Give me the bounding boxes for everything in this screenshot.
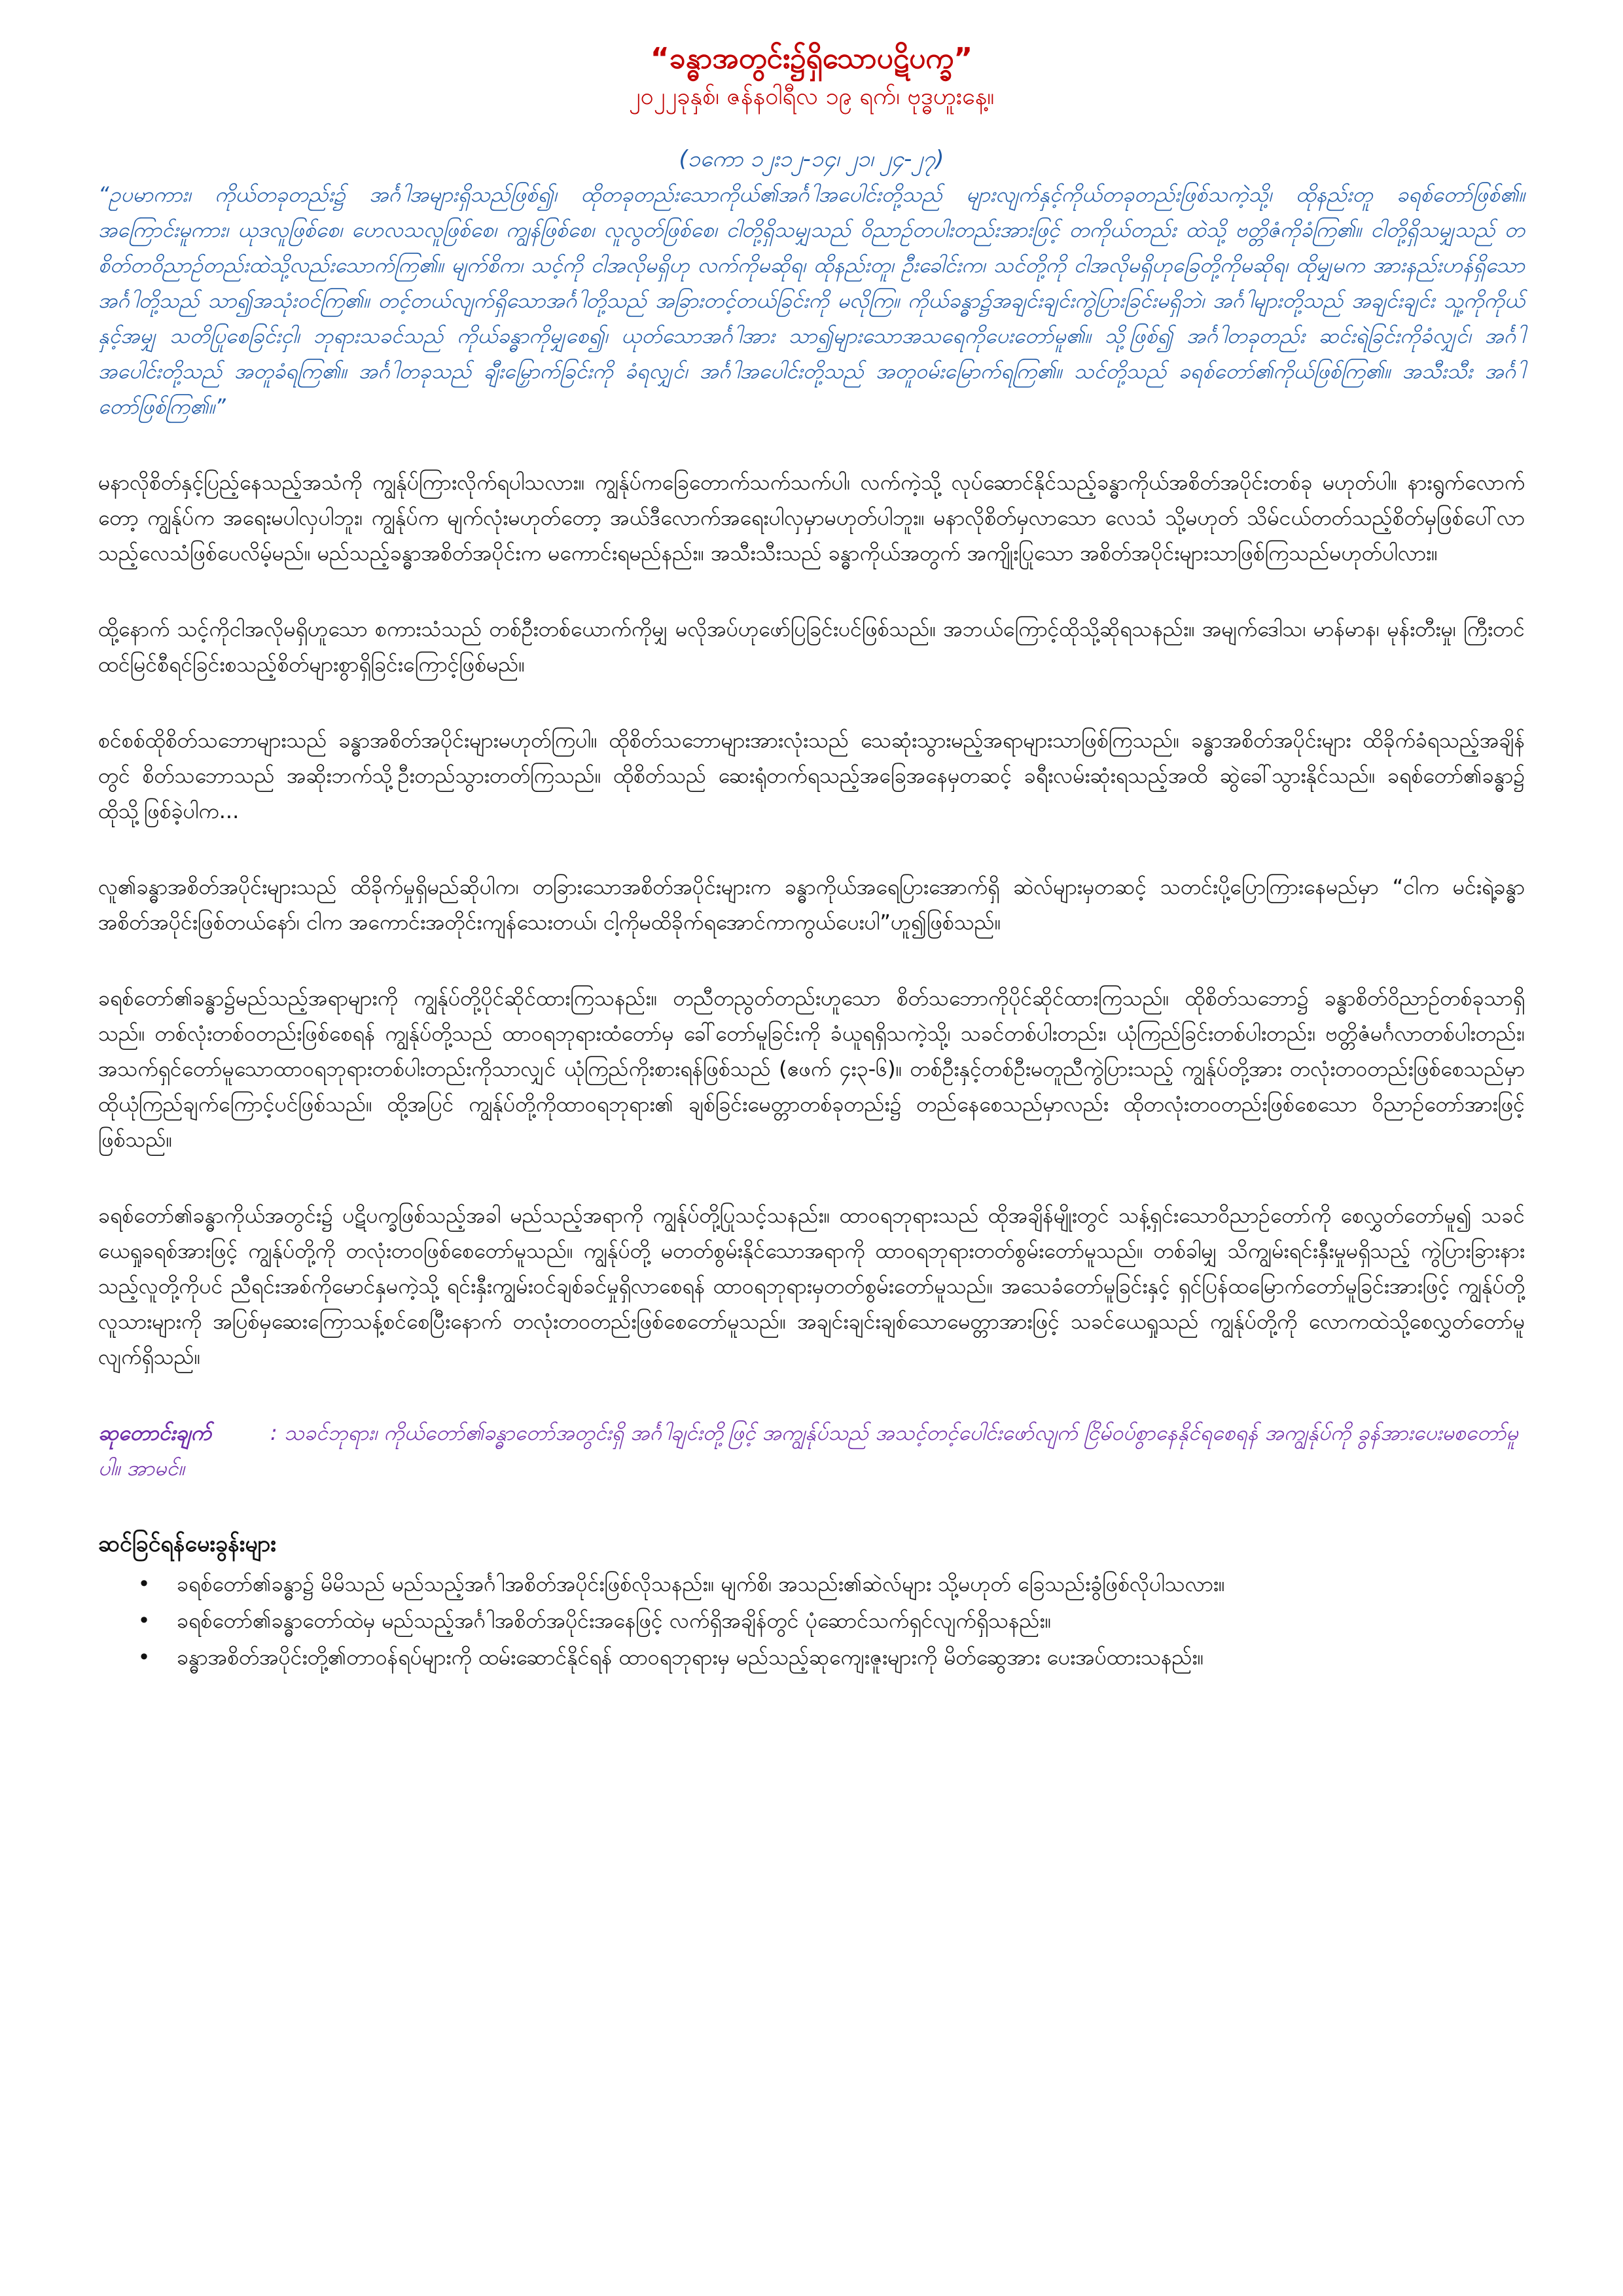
questions-heading: ဆင်ခြင်ရန်မေးခွန်းများ xyxy=(98,1531,276,1557)
bullet-icon: • xyxy=(137,1645,151,1670)
prayer-label: ဆုတောင်းချက် xyxy=(98,1420,211,1445)
scripture-reference: (၁ကော ၁၂း၁၂-၁၄၊ ၂၁၊ ၂၄-၂၇) xyxy=(679,146,944,172)
scripture-passage: “ဥပမာကား၊ ကိုယ်တခုတည်း၌ အင်္ဂါအများရှိသည်ဖြစ်၍၊ ထိုတခုတည်းသောကိုယ်၏အင်္ဂါအပေါင်းတို့သည် များလျက်နှင့်ကိုယ်တခုတည်းဖြစ်သကဲ့သို့၊ ထိုနည်းတူ ခရစ်တော်ဖြစ်၏။ အကြောင်းမူကား၊ ယုဒလူဖြစ်စေ၊ ဟေလသလူဖြစ်စေ၊ ကျွန်ဖြစ်စေ၊ လူလွတ်ဖြစ်စေ၊ ငါတို့ရှိသမျှသည် ဝိညာဉ်တပါးတည်းအားဖြင့် တကိုယ်တည်း ထဲသို့ ဗတ္တိဇံကိုခံကြ၏။ ငါတို့ရှိသမျှသည် တစိတ်တဝိညာဉ်တည်းထဲသို့လည်းသောက်ကြ၏။ မျက်စိက၊ သင့်ကို ငါအလိုမရှိဟု လက်ကိုမဆိုရ၊ ထိုနည်းတူ၊ ဦးခေါင်းက၊ သင်တို့ကို ငါအလိုမရှိဟုခြေတို့ကိုမဆိုရ၊ ထိုမျှမက အားနည်းဟန်ရှိသောအင်္ဂါတို့သည် သာ၍အသုံးဝင်ကြ၏။ တင့်တယ်လျက်ရှိသောအင်္ဂါတို့သည် အခြားတင့်တယ်ခြင်းကို မလိုကြ။ ကိုယ်ခန္ဓာ၌အချင်းချင်းကွဲပြားခြင်းမရှိဘဲ၊ အင်္ဂါများတို့သည် အချင်းချင်း သူ့ကိုကိုယ်နှင့်အမျှ သတိပြုစေခြင်းငှါ၊ ဘုရားသခင်သည် ကိုယ်ခန္ဓာကိုမျှစေ၍၊ ယုတ်သောအင်္ဂါအား သာ၍များသောအသရေကိုပေးတော်မူ၏။ သို့ဖြစ်၍ အင်္ဂါတခုတည်း ဆင်းရဲခြင်းကိုခံလျှင်၊ အင်္ဂါအပေါင်းတို့သည် အတူခံရကြ၏။ အင်္ဂါတခုသည် ချီးမြှောက်ခြင်းကို ခံရလျှင်၊ အင်္ဂါအပေါင်းတို့သည် အတူဝမ်းမြောက်ရကြ၏။ သင်တို့သည် ခရစ်တော်၏ကိုယ်ဖြစ်ကြ၏။ အသီးသီး အင်္ဂါတော်ဖြစ်ကြ၏။” xyxy=(98,182,1525,419)
questions-list xyxy=(98,1566,1525,1676)
body-paragraph-3: စင်စစ်ထိုစိတ်သဘောများသည် ခန္ဓာအစိတ်အပိုင်းများမဟုတ်ကြပါ။ ထိုစိတ်သဘောများအားလုံးသည် သေဆုံးသွားမည့်အရာများသာဖြစ်ကြသည်။ ခန္ဓာအစိတ်အပိုင်းများ ထိခိုက်ခံရသည့်အချိန်တွင် စိတ်သဘောသည် အဆိုးဘက်သို့ဦးတည်သွားတတ်ကြသည်။ ထိုစိတ်သည် ဆေးရုံတက်ရသည့်အခြေအနေမှတဆင့် ခရီးလမ်းဆုံးရသည့်အထိ ဆွဲခေါ်သွားနိုင်သည်။ ခရစ်တော်၏ခန္ဓာ၌ ထိုသို့ဖြစ်ခဲ့ပါက... xyxy=(98,728,1525,823)
question-item-2 xyxy=(131,1602,1525,1639)
body-paragraph-2: ထို့နောက် သင့်ကိုငါအလိုမရှိဟူသော စကားသံသည် တစ်ဦးတစ်ယောက်ကိုမျှ မလိုအပ်ဟုဖော်ပြခြင်းပင်ဖြစ်သည်။ အဘယ်ကြောင့်ထိုသို့ဆိုရသနည်း။ အမျက်ဒေါသ၊ မာန်မာန၊ မုန်းတီးမှု၊ ကြီးတင်ထင်မြင်စီရင်ခြင်းစသည့်စိတ်များစွာရှိခြင်းကြောင့်ဖြစ်မည်။ xyxy=(98,617,1525,677)
prayer-section xyxy=(98,1415,1525,1486)
question-text-1: ခရစ်တော်၏ခန္ဓာ၌ မိမိသည် မည်သည့်အင်္ဂါအစိတ်အပိုင်းဖြစ်လိုသနည်း။ မျက်စိ၊ အသည်း၏ဆဲလ်များ သို့မဟုတ် ခြေသည်းခွံဖြစ်လိုပါသလား။ xyxy=(177,1571,1225,1596)
question-item-1 xyxy=(131,1566,1525,1602)
question-text-2: ခရစ်တော်၏ခန္ဓာတော်ထဲမှ မည်သည့်အင်္ဂါအစိတ်အပိုင်းအနေဖြင့် လက်ရှိအချိန်တွင် ပုံဆောင်သက်ရှင်လျက်ရှိသနည်း။ xyxy=(177,1608,1052,1633)
bullet-icon: • xyxy=(137,1571,151,1596)
bullet-icon: • xyxy=(137,1608,151,1633)
question-item-3 xyxy=(131,1639,1525,1676)
body-paragraph-6: ခရစ်တော်၏ခန္ဓာကိုယ်အတွင်း၌ ပဋိပက္ခဖြစ်သည့်အခါ မည်သည့်အရာကို ကျွန်ုပ်တို့ပြုသင့်သနည်း။ ထာဝရဘုရားသည် ထိုအချိန်မျိုးတွင် သန့်ရှင်းသောဝိညာဉ်တော်ကို စေလွှတ်တော်မူ၍ သခင်ယေရှုခရစ်အားဖြင့် ကျွန်ုပ်တို့ကို တလုံးတဝဖြစ်စေတော်မူသည်။ ကျွန်ုပ်တို့ မတတ်စွမ်းနိုင်သောအရာကို ထာဝရဘုရားတတ်စွမ်းတော်မူသည်။ တစ်ခါမျှ သိကျွမ်းရင်းနှီးမှုမရှိသည့် ကွဲပြားခြားနားသည့်လူတို့ကိုပင် ညီရင်းအစ်ကိုမောင်နှမကဲ့သို့ ရင်းနှီးကျွမ်းဝင်ချစ်ခင်မှုရှိလာစေရန် ထာဝရဘုရားမှတတ်စွမ်းတော်မူသည်။ အသေခံတော်မူခြင်းနှင့် ရှင်ပြန်ထမြောက်တော်မူခြင်းအားဖြင့် ကျွန်ုပ်တို့လူသားများကို အပြစ်မှဆေးကြောသန့်စင်စေပြီးနောက် တလုံးတဝတည်းဖြစ်စေတော်မူသည်။ အချင်းချင်းချစ်သောမေတ္တာအားဖြင့် သခင်ယေရှုသည် ကျွန်ုပ်တို့ကို လောကထဲသို့စေလွှတ်တော်မူလျက်ရှိသည်။ xyxy=(98,1203,1525,1369)
body-paragraph-5: ခရစ်တော်၏ခန္ဓာ၌မည်သည့်အရာများကို ကျွန်ုပ်တို့ပိုင်ဆိုင်ထားကြသနည်း။ တညီတညွတ်တည်းဟူသော စိတ်သဘောကိုပိုင်ဆိုင်ထားကြသည်။ ထိုစိတ်သဘော၌ ခန္ဓာစိတ်ဝိညာဉ်တစ်ခုသာရှိသည်။ တစ်လုံးတစ်ဝတည်းဖြစ်စေရန် ကျွန်ုပ်တို့သည် ထာဝရဘုရားထံတော်မှ ခေါ်တော်မူခြင်းကို ခံယူရရှိသကဲ့သို့၊ သခင်တစ်ပါးတည်း၊ ယုံကြည်ခြင်းတစ်ပါးတည်း၊ ဗတ္တိဇံမင်္ဂလာတစ်ပါးတည်း၊ အသက်ရှင်တော်မူသောထာဝရဘုရားတစ်ပါးတည်းကိုသာလျှင် ယုံကြည်ကိုးစားရန်ဖြစ်သည် (ဧဖက် ၄း၃-၆)။ တစ်ဦးနှင့်တစ်ဦးမတူညီကွဲပြားသည့် ကျွန်ုပ်တို့အား တလုံးတဝတည်းဖြစ်စေသည်မှာ ထိုယုံကြည်ချက်ကြောင့်ပင်ဖြစ်သည်။ ထို့အပြင် ကျွန်ုပ်တို့ကိုထာဝရဘုရား၏ ချစ်ခြင်းမေတ္တာတစ်ခုတည်း၌ တည်နေစေသည်မှာလည်း ထိုတလုံးတဝတည်းဖြစ်စေသော ဝိညာဉ်တော်အားဖြင့်ဖြစ်သည်။ xyxy=(98,986,1525,1152)
prayer-text: : သခင်ဘုရား၊ ကိုယ်တော်၏ခန္ဓာတော်အတွင်းရှိ အင်္ဂါချင်းတို့ဖြင့် အကျွန်ုပ်သည် အသင့်တင့်ပေါင်းဖော်လျက် ငြိမ်ဝပ်စွာနေနိုင်ရစေရန် အကျွန်ုပ်ကို ခွန်အားပေးမစတော်မူပါ။ အာမင်။ xyxy=(98,1420,1518,1480)
date-line: ၂၀၂၂ခုနှစ်၊ ဇန်နဝါရီလ ၁၉ ရက်၊ ဗုဒ္ဓဟူးနေ့။ xyxy=(628,83,995,110)
devotional-title: “ခန္ဓာအတွင်း၌ရှိသောပဋိပက္ခ” xyxy=(650,42,973,75)
question-text-3: ခန္ဓာအစိတ်အပိုင်းတို့၏တာဝန်ရပ်များကို ထမ်းဆောင်နိုင်ရန် ထာဝရဘုရားမှ မည်သည့်ဆုကျေးဇူးများကို မိတ်ဆွေအား ပေးအပ်ထားသနည်း။ xyxy=(177,1645,1204,1670)
body-paragraph-1: မနာလိုစိတ်နှင့်ပြည့်နေသည့်အသံကို ကျွန်ုပ်ကြားလိုက်ရပါသလား။ ကျွန်ုပ်ကခြေတောက်သက်သက်ပါ၊ လက်ကဲ့သို့ လုပ်ဆောင်နိုင်သည့်ခန္ဓာကိုယ်အစိတ်အပိုင်းတစ်ခု မဟုတ်ပါ။ နားရွက်လောက်တော့ ကျွန်ုပ်က အရေးမပါလှပါဘူး၊ ကျွန်ုပ်က မျက်လုံးမဟုတ်တော့ အယ်ဒီလောက်အရေးပါလှမှာမဟုတ်ပါဘူး။ မနာလိုစိတ်မှလာသော လေသံ သို့မဟုတ် သိမ်ငယ်တတ်သည့်စိတ်မှဖြစ်ပေါ်လာသည့်လေသံဖြစ်ပေလိမ့်မည်။ မည်သည့်ခန္ဓာအစိတ်အပိုင်းက မကောင်းရမည်နည်း။ အသီးသီးသည် ခန္ဓာကိုယ်အတွက် အကျိုးပြုသော အစိတ်အပိုင်းများသာဖြစ်ကြသည်မဟုတ်ပါလား။ xyxy=(98,470,1525,565)
body-paragraph-4: လူ၏ခန္ဓာအစိတ်အပိုင်းများသည် ထိခိုက်မှုရှိမည်ဆိုပါက၊ တခြားသောအစိတ်အပိုင်းများက ခန္ဓာကိုယ်အရေပြားအောက်ရှိ ဆဲလ်များမှတဆင့် သတင်းပို့ပြောကြားနေမည်မှာ “ငါက မင်းရဲ့ခန္ဓာအစိတ်အပိုင်းဖြစ်တယ်နော်၊ ငါက အကောင်းအတိုင်းကျန်သေးတယ်၊ ငါ့ကိုမထိခိုက်ရအောင်ကာကွယ်ပေးပါ”ဟူ၍ဖြစ်သည်။ xyxy=(98,874,1525,935)
